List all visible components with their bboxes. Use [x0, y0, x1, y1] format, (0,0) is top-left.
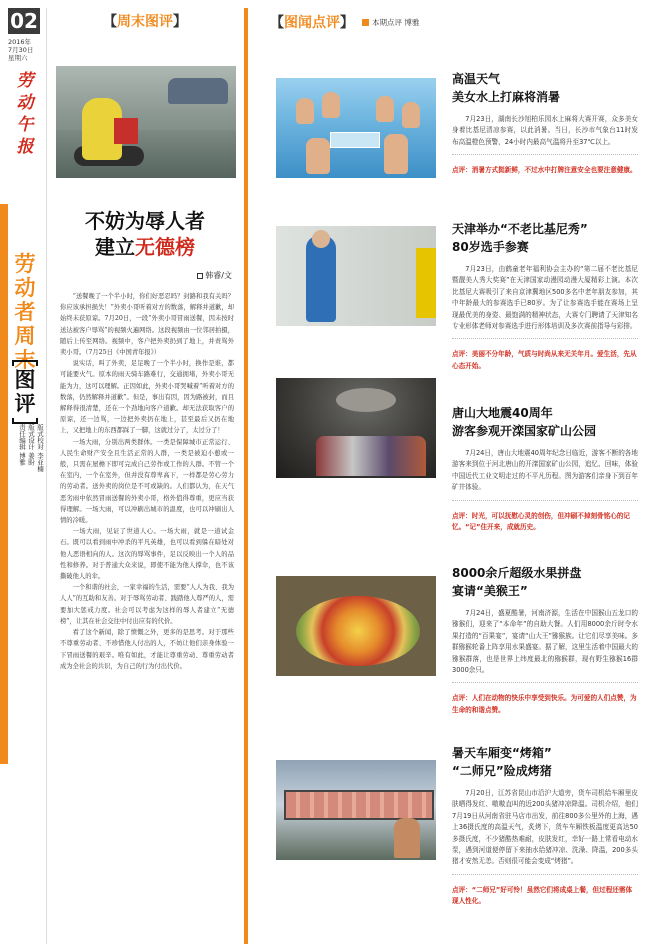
- driver-shape: [394, 818, 420, 858]
- date-year: 2016年: [8, 38, 32, 46]
- swimmer-shape: [402, 102, 420, 128]
- contestant-shape: [306, 236, 336, 322]
- section-char: 者: [14, 300, 36, 324]
- contestant-shape: [416, 248, 436, 318]
- news-text: [452, 70, 638, 177]
- byline: [52, 270, 238, 281]
- masthead-char: 动: [16, 93, 34, 113]
- byline-text: 韩睿/文: [205, 271, 232, 280]
- news-title: [452, 404, 638, 440]
- orange-side-bar: [0, 204, 8, 764]
- title-line: 唐山大地震40周年: [452, 406, 553, 420]
- title-line: 80岁选手参赛: [452, 240, 529, 254]
- headline-line: 不妨为辱人者: [85, 209, 205, 233]
- dotted-divider: [452, 338, 638, 339]
- news-comment: 点评：人们在动物的快乐中享受到快乐。为可爱的人们点赞，为生命的和谐点赞。: [452, 694, 637, 714]
- news-text: [452, 564, 638, 716]
- news-body: 7月24日，盛夏酷暑，河南济源，生活在中国猴山五龙口的猕猴们，迎来了“本命年”的自助大餐。人们用8000余斤时令水果打造的“百果宴”，宴请“山大王”猕猴族。让它们尽享美味。多群猕猴轮番上阵享用水果盛宴。据了解，这里生活着中国最大的猕猴群落，也是世界上纬度最北的猕猴群，现有野生猕猴16群3000余只。: [452, 609, 638, 675]
- subtitle-text: 本期点评 博雅: [372, 17, 420, 27]
- paragraph: 说实话，叫了外卖，足足晚了一个半小时，换作是谁，都可能要火气。原本的雨天骑车路难行，交通拥堵，外卖小哥无能为力，这可以理解。正因如此，外卖小哥哭喊着“听着对方的数落，仍然解释并道歉”。但是，事出有因，因为路被封，而且解释得很清楚，还在一个劲地向客户道歉。却无法获取客户的原谅，还一边骂，一边把外卖扔在地上，甚至最后又扔在地上，又把地上的东西都踩了一脚，这就过分了，太过分了！: [60, 360, 234, 435]
- bikini-show-photo: [276, 226, 436, 326]
- contestant-head-shape: [312, 230, 330, 248]
- title-line: 游客参观开滦国家矿山公园: [452, 424, 597, 438]
- player-shape: [306, 138, 330, 174]
- news-body: 7月24日，唐山大地震40周年纪念日临近，游客不断的各地游客来到位于河北唐山的开滦国家矿山公园，追忆、回味，体验中国近代工业文明走过的不平凡历程。图为游客们亲身下到百年矿井体验。: [452, 449, 638, 492]
- column-header: [256, 8, 644, 36]
- bracket: 】: [173, 14, 187, 30]
- bracket: 【: [270, 15, 284, 31]
- editor-credits: [10, 424, 44, 564]
- dotted-divider: [452, 874, 638, 875]
- editor-line: 版式校对 李亚楠: [36, 424, 44, 472]
- title-line: 8000余斤超级水果拼盘: [452, 566, 582, 580]
- title-line: “二师兄”险成烤猪: [452, 764, 552, 778]
- paragraph: 一场大雨，见证了世道人心。一场大雨，就是一道试金石。既可以看到雨中冲杀的平凡英雄，也可以看到躲在暗处对他人恶语相向的人。这次的辱骂事件，足以反映出一个人的品性和修养。对于普通大众来说，即使不能为他人撑伞，也不该撕破他人的伞。: [60, 528, 234, 581]
- mahjong-pool-photo: [276, 78, 436, 178]
- masthead-char: 劳: [16, 71, 34, 91]
- news-body: 7月20日，江苏省昆山市沿沪大道旁，货车司机给车厢里皮肤晒得发红、嗷嗷直叫的近200头猪冲凉降温。司机介绍，他们7月19日从河南省驻马店市出发，前往800多公里外的上海，遇上36摄氏度的高温天气，炙烤下，货车车厢铁板温度更高达50多摄氏度，不少猪酷热难耐，皮肤发红，幸好一路上常看电动水泵，遇到河道便停留下来抽水给猪冲凉、洗澡、降温，200多头猪才安然无恙。否则很可能会变成“烤猪”。: [452, 789, 638, 866]
- section-tag: [270, 12, 354, 32]
- page-number: 02: [8, 8, 40, 34]
- masthead-char: 午: [16, 115, 34, 135]
- column-name: [10, 368, 40, 416]
- column-char: 评: [14, 392, 36, 416]
- section-name: [10, 252, 40, 372]
- section-char: 劳: [14, 252, 36, 276]
- section-char: 末: [14, 348, 36, 372]
- masthead-char: 报: [16, 137, 34, 157]
- tunnel-ceiling-shape: [336, 388, 396, 412]
- dotted-divider: [452, 154, 638, 155]
- orange-column-rule: [244, 8, 248, 944]
- news-title: [452, 744, 638, 780]
- news-body: 7月23日，由鹤童老年福利协会主办的“第二届不老比基尼暨靓美人秀大奖赛”在天津国家动漫园动漫大厦精彩上演。本次比基尼大赛吸引了来自京津冀地区500多名中老年朋友参加，其中年龄最大的参赛选手已80岁。为了让参赛选手能在赛场上呈现最优美的身姿、最饱满的精神状态，大赛专门聘请了天津知名专业形体老师对参赛选手进行形体培训及多次赛前指导与彩排。: [452, 265, 638, 331]
- fruit-mosaic-shape: [296, 596, 420, 666]
- bracket: 【: [103, 14, 117, 30]
- editor-line: 版式设计 姜盼: [27, 424, 35, 466]
- news-title: [452, 70, 638, 106]
- mine-park-photo: [276, 378, 436, 478]
- title-line: 暑天车厢变“烤箱”: [452, 746, 552, 760]
- pig-truck-photo: [276, 760, 436, 860]
- swimmer-shape: [296, 98, 314, 124]
- section-tag: [52, 8, 238, 36]
- news-comment: 点评：消暑方式挺新鲜，不过水中打牌注意安全也要注意健康。: [452, 166, 637, 175]
- bracket-top: [12, 360, 38, 366]
- photo-news-column: [256, 8, 644, 944]
- swimmer-shape: [322, 92, 340, 118]
- title-line: 天津举办“不老比基尼秀”: [452, 222, 588, 236]
- bracket: 】: [340, 15, 354, 31]
- issue-date: [8, 38, 44, 62]
- news-title: [452, 220, 638, 256]
- visitors-shape: [316, 436, 426, 476]
- dotted-divider: [452, 682, 638, 683]
- square-icon: [197, 273, 203, 279]
- news-text: [452, 404, 638, 533]
- column-subtitle: [362, 17, 419, 28]
- headline-accent: 无德榜: [135, 235, 195, 259]
- headline-prefix: 建立: [95, 235, 135, 259]
- news-text: [452, 744, 638, 908]
- car-shape: [168, 78, 228, 104]
- player-shape: [384, 134, 408, 174]
- swimmer-shape: [376, 96, 394, 122]
- title-line: 美女水上打麻将消暑: [452, 90, 561, 104]
- news-body: 7月23日，湖南长沙旭柏乐园水上麻将大赛开赛，众多美女身着比基尼清凉参赛，以此消暑。当日，长沙市气象台11时发布高温橙色预警，24小时内最高气温将升至37℃以上。: [452, 115, 638, 146]
- square-icon: [362, 19, 369, 26]
- section-char: 动: [14, 276, 36, 300]
- paragraph: 一个和谐的社会，一家幸福的生活，需要“人人为我、我为人人”的互助和友善。对于辱骂劳动者、践踏他人尊严的人，需要加大惩戒力度。社会可以考虑为这样的辱人者建立“无德榜”，让其在社会交往中付出应有的代价。: [60, 584, 234, 625]
- paragraph: 一场大雨，分别出两类群体。一类是保障城市正常运行、人民生命财产安全且生活正常的人群，一类是被迫小憩或一般，只需在屋檐下即可完成自己劳作或工作的人群。不管一个在室内，一个在室外，但并没有尊卑高下，一样都是劳心劳力的劳动者。送外卖的岗位是不可或缺的。人们都认为，在天气恶劣雨中依然冒雨送餐的外卖小哥，格外值得尊重，更应当获得理解。一场大雨，可以冲刷出城市的温度，也可以冲刷出人情的冷暖。: [60, 438, 234, 525]
- delivery-box-shape: [114, 118, 138, 144]
- headline-line: [52, 234, 238, 260]
- news-comment: 点评：“二师兄”好可怜！虽然它们将成桌上餐，但过程还需体现人性化。: [452, 885, 633, 906]
- news-text: [452, 220, 638, 372]
- title-line: 宴请“美猴王”: [452, 584, 528, 598]
- fruit-platter-photo: [276, 576, 436, 676]
- news-title: [452, 564, 638, 600]
- section-tag-text: 周末图评: [117, 14, 173, 30]
- delivery-rider-photo: [56, 66, 236, 178]
- mahjong-table-shape: [330, 132, 380, 148]
- paragraph: “送餐晚了一个半小时，你们好恶忍吗？封路和我有关吗？你应该承担损失！”外卖小哥听着对方的数落，解释并道歉，却始终未获原谅。7月20日，一段“外卖小哥冒雨送餐，因未按时送达被客户辱骂”的视频火遍网络。这段视频由一位邻居拍摄，随后上传至网络。视频中，客户把外卖扔到了地上，并责骂外卖小哥。（7月25日《中国青年报》）: [60, 293, 234, 357]
- column-char: 图: [14, 368, 36, 392]
- date-weekday: 星期六: [8, 54, 28, 62]
- left-strip: [0, 0, 48, 952]
- article-body: [52, 291, 238, 672]
- weekend-commentary-column: [52, 8, 238, 944]
- article-headline: [52, 208, 238, 260]
- newspaper-masthead: [14, 70, 36, 158]
- section-tag-text: 图闻点评: [284, 15, 340, 31]
- title-line: 高温天气: [452, 72, 501, 86]
- divider: [46, 8, 47, 944]
- dotted-divider: [452, 500, 638, 501]
- news-comment: 点评：美丽不分年龄，气质与时尚从来无关年月。爱生活，先从心态开始。: [452, 350, 637, 370]
- editor-line: 责任编辑 博雅: [18, 424, 26, 466]
- date-day: 7月30日: [8, 46, 34, 54]
- news-comment: 点评：时光，可以抚慰心灵的创伤，但冲刷不掉刻骨铭心的记忆。“记”住开来，成就历史。: [452, 511, 631, 532]
- paragraph: 看了这个新闻，除了愤慨之外，更多的是思考。对于那些不尊重劳动者、不珍惜他人付出的人，不妨让他们亲身体验一下冒雨送餐的艰辛。唯有如此，才能让尊重劳动、尊重劳动者成为全社会的共识，为自己的行为付出代价。: [60, 629, 234, 670]
- section-char: 周: [14, 324, 36, 348]
- truck-shape: [284, 790, 434, 820]
